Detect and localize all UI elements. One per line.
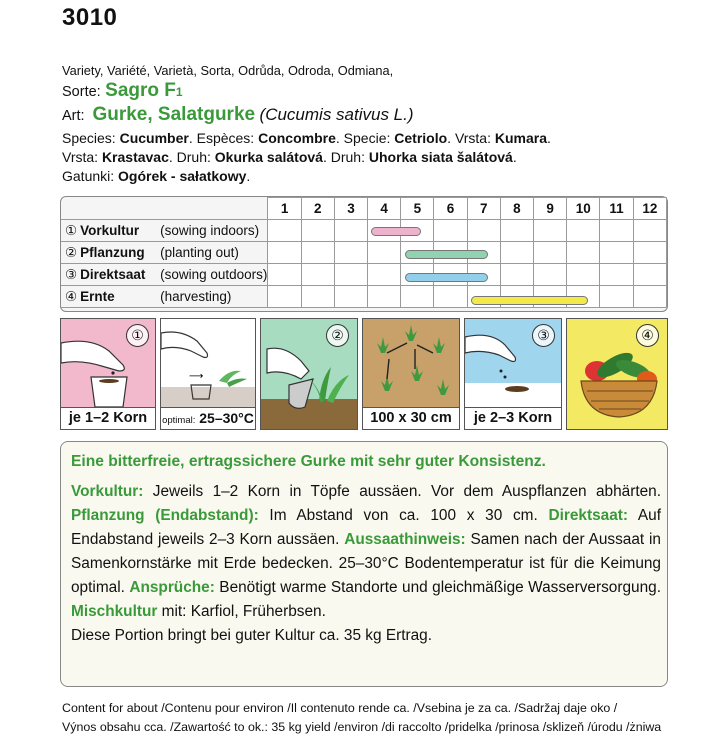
art-latin: (Cucumis sativus L.) [259, 105, 414, 124]
calendar-cell [567, 264, 600, 286]
calendar-cell [301, 220, 334, 242]
calendar-cell [533, 264, 566, 286]
art-label: Art: [62, 108, 85, 124]
calendar-cell [633, 220, 666, 242]
para-heading: Aussaathinweis: [344, 531, 466, 548]
picture-harvest [566, 318, 668, 430]
row-description: (harvesting) [160, 288, 232, 304]
step-badge: ③ [532, 324, 555, 347]
art-line [62, 104, 414, 126]
species-label: Specie: [343, 130, 391, 146]
calendar-cell [500, 242, 533, 264]
sorte-line [62, 80, 183, 102]
calendar-bar-ernte [471, 296, 588, 305]
sowing-calendar [60, 196, 668, 312]
step-badge: ② [326, 324, 349, 347]
row-label: Vorkultur [80, 222, 140, 238]
calendar-cell [334, 220, 367, 242]
row-number: ④ [65, 288, 78, 304]
calendar-cell [401, 286, 434, 308]
calendar-cell [268, 264, 301, 286]
month-header: 5 [401, 198, 434, 220]
picture-caption: je 2–3 Korn [465, 407, 561, 429]
species-value: Uhorka siata šalátová [368, 149, 513, 165]
calendar-row-label [61, 242, 268, 264]
caption-temp: 25–30°C [199, 410, 254, 426]
calendar-cell [500, 220, 533, 242]
picture-caption [161, 407, 255, 429]
row-description: (planting out) [160, 244, 239, 260]
species-value: Kumara [494, 130, 548, 146]
headline: Eine bitterfreie, ertragssichere Gurke mit sehr guter Konsistenz. [71, 453, 546, 470]
calendar-cell [368, 242, 401, 264]
description-box [60, 441, 668, 687]
calendar-cell [368, 286, 401, 308]
calendar-cell [434, 220, 467, 242]
species-label: Species: [62, 130, 116, 146]
species-label: Vrsta: [62, 149, 99, 165]
sorte-sub: 1 [175, 85, 183, 99]
calendar-cell [633, 286, 666, 308]
calendar-bar-pflanzung [405, 250, 489, 259]
calendar-cell [268, 220, 301, 242]
para-text: Auf Endabstand jeweils 2–3 Korn aussäen. [71, 507, 661, 548]
para-text: Samen nach der Aussaat in Samenkornstärke mit Erde bedecken. 25–30°C Bodentemperatur ist für die Keimung optimal. [71, 531, 661, 596]
sorte-label: Sorte: [62, 84, 101, 100]
para-heading: Ansprüche: [129, 579, 215, 596]
spacing-illustration [363, 319, 460, 409]
step-badge: ④ [636, 324, 659, 347]
species-label: Gatunki: [62, 168, 115, 184]
instruction-pictures [60, 318, 668, 430]
calendar-cell [600, 220, 633, 242]
calendar-cell [500, 264, 533, 286]
seedling-illustration [161, 319, 256, 409]
month-header: 12 [633, 198, 666, 220]
para-heading: Mischkultur [71, 603, 158, 620]
month-header: 10 [567, 198, 600, 220]
para-text: mit: Karfiol, Früherbsen. [157, 603, 326, 620]
picture-germination [160, 318, 256, 430]
calendar-grid [61, 197, 667, 308]
picture-spacing [362, 318, 460, 430]
description-paragraph [71, 480, 661, 648]
calendar-row-label [61, 286, 268, 308]
row-description: (sowing indoors) [160, 222, 260, 238]
species-value: Okurka salátová [214, 149, 323, 165]
footer-line-2: Výnos obsahu cca. /Zawartość to ok.: 35 kg yield /environ /di raccolto /pridelka /prinosa /sklizeň /úrodu /żniwa [62, 720, 662, 734]
species-label: Druh: [330, 149, 365, 165]
row-label: Pflanzung [80, 244, 145, 260]
calendar-cell [567, 220, 600, 242]
species-line-2: Vrsta: Krastavac. Druh: Okurka salátová. Druh: Uhorka siata šalátová. [62, 149, 517, 165]
species-value: Cetriolo [394, 130, 448, 146]
calendar-cell [301, 286, 334, 308]
calendar-cell [268, 242, 301, 264]
footer-line-1: Content for about /Contenu pour environ /Il contenuto rende ca. /Vsebina je za ca. /Sadržaj daje oko / [62, 701, 618, 715]
calendar-cell [434, 286, 467, 308]
species-label: Espèces: [196, 130, 255, 146]
para-text: Jeweils 1–2 Korn in Töpfe aussäen. Vor dem Auspflanzen abhärten. [143, 483, 661, 500]
calendar-cell [533, 220, 566, 242]
row-number: ③ [65, 266, 78, 282]
species-line-3: Gatunki: Ogórek - sałatkowy. [62, 168, 251, 184]
calendar-row-label [61, 264, 268, 286]
month-header: 6 [434, 198, 467, 220]
product-code: 3010 [62, 4, 118, 31]
calendar-cell [633, 242, 666, 264]
caption-small: optimal: [162, 415, 196, 426]
species-value: Ogórek - sałatkowy [118, 168, 247, 184]
step-badge: ① [126, 324, 149, 347]
calendar-cell [600, 242, 633, 264]
para-heading: Pflanzung (Endabstand): [71, 507, 259, 524]
calendar-cell [334, 286, 367, 308]
month-header: 4 [368, 198, 401, 220]
calendar-cell [268, 286, 301, 308]
calendar-cell [600, 286, 633, 308]
para-text: Im Abstand von ca. 100 x 30 cm. [258, 507, 549, 524]
calendar-bar-vorkultur [371, 227, 421, 236]
species-label: Druh: [176, 149, 211, 165]
calendar-cell [533, 242, 566, 264]
row-label: Ernte [80, 288, 115, 304]
species-value: Cucumber [119, 130, 189, 146]
svg-text:⟶: ⟶ [189, 371, 204, 382]
calendar-cell [301, 264, 334, 286]
sorte-value: Sagro F [105, 80, 176, 101]
calendar-cell [567, 242, 600, 264]
month-header: 8 [500, 198, 533, 220]
calendar-cell [334, 242, 367, 264]
calendar-cell [600, 264, 633, 286]
para-text: Benötigt warme Standorte und gleichmäßige Wasserversorgung. [214, 579, 661, 596]
row-number: ② [65, 244, 78, 260]
variety-line: Variety, Variété, Varietà, Sorta, Odrůda, Odroda, Odmiana, [62, 63, 394, 78]
row-description: (sowing outdoors) [160, 266, 268, 282]
para-heading: Vorkultur: [71, 483, 144, 500]
picture-direct-sowing [464, 318, 562, 430]
row-label: Direktsaat [80, 266, 146, 282]
calendar-cell [467, 220, 500, 242]
species-value: Krastavac [101, 149, 169, 165]
art-value: Gurke, Salatgurke [92, 104, 256, 125]
month-header: 2 [301, 198, 334, 220]
para-heading: Direktsaat: [548, 507, 629, 524]
picture-sowing-pot [60, 318, 156, 430]
picture-planting [260, 318, 358, 430]
species-value: Concombre [258, 130, 336, 146]
species-line-1: Species: Cucumber. Espèces: Concombre. Specie: Cetriolo. Vrsta: Kumara. [62, 130, 551, 146]
month-header: 1 [268, 198, 301, 220]
calendar-cell [633, 264, 666, 286]
picture-caption: je 1–2 Korn [61, 407, 155, 429]
month-header: 7 [467, 198, 500, 220]
month-header: 11 [600, 198, 633, 220]
calendar-bar-direktsaat [405, 273, 489, 282]
species-label: Vrsta: [454, 130, 491, 146]
calendar-row-label [61, 220, 268, 242]
picture-caption: 100 x 30 cm [363, 407, 459, 429]
yield-line: Diese Portion bringt bei guter Kultur ca. 35 kg Ertrag. [71, 627, 433, 644]
calendar-cell [301, 242, 334, 264]
month-header: 3 [334, 198, 367, 220]
calendar-cell [334, 264, 367, 286]
row-number: ① [65, 222, 78, 238]
calendar-cell [368, 264, 401, 286]
month-header: 9 [533, 198, 566, 220]
